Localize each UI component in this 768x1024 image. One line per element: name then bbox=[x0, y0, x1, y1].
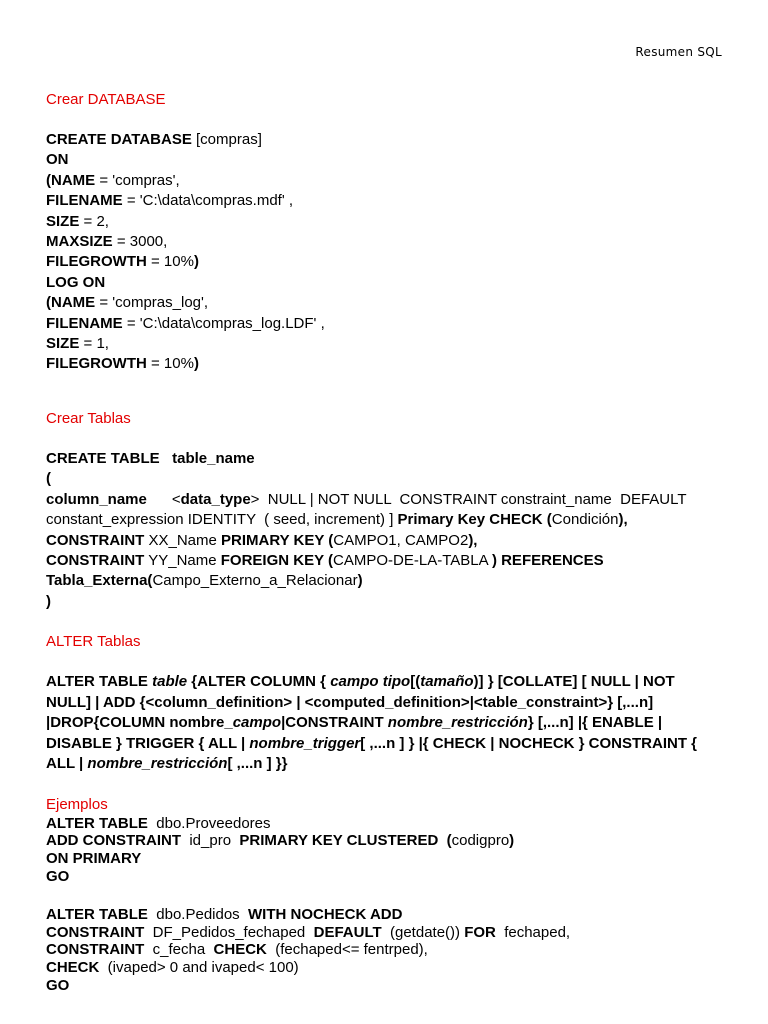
keyword-text: FILEGROWTH bbox=[46, 253, 147, 271]
section-title-crear-database: Crear DATABASE bbox=[46, 91, 166, 108]
keyword-text: ALTER TABLE bbox=[46, 814, 148, 832]
code-line bbox=[46, 924, 722, 942]
keyword-text: Primary Key CHECK ( bbox=[397, 511, 552, 529]
plain-text: CAMPO1, CAMPO2 bbox=[333, 531, 469, 549]
code-line bbox=[46, 334, 722, 354]
keyword-text: {ALTER COLUMN { bbox=[187, 673, 331, 691]
keyword-text: Tabla_Externa( bbox=[46, 572, 153, 590]
keyword-text: table bbox=[152, 673, 188, 691]
plain-text: id_pro bbox=[181, 832, 240, 850]
code-line bbox=[46, 832, 722, 850]
crear-tablas-code bbox=[46, 449, 722, 612]
keyword-text: CHECK bbox=[46, 959, 100, 977]
keyword-text: ) bbox=[46, 592, 51, 610]
plain-text: (ivaped> 0 and ivaped< 100) bbox=[99, 959, 299, 977]
keyword-text: (NAME bbox=[46, 294, 96, 312]
plain-text: = 3000, bbox=[112, 233, 168, 251]
code-line bbox=[46, 490, 722, 510]
code-line bbox=[46, 977, 722, 995]
code-line bbox=[46, 354, 722, 374]
code-line bbox=[46, 693, 722, 714]
section-title-crear-tablas: Crear Tablas bbox=[46, 409, 131, 427]
plain-text: fechaped, bbox=[495, 923, 571, 941]
keyword-text: CHECK bbox=[213, 941, 267, 959]
keyword-text: MAXSIZE bbox=[46, 233, 113, 251]
keyword-text: DISABLE } TRIGGER { ALL | bbox=[46, 734, 250, 752]
ejemplo-pedidos-code bbox=[46, 906, 722, 995]
keyword-text: GO bbox=[46, 977, 70, 994]
keyword-text: ALTER TABLE bbox=[46, 673, 153, 691]
code-line bbox=[46, 293, 722, 313]
plain-text: Campo_Externo_a_Relacionar bbox=[152, 572, 358, 590]
keyword-text: FILEGROWTH bbox=[46, 355, 147, 373]
keyword-text: FILENAME bbox=[46, 192, 123, 210]
plain-text: = 1, bbox=[79, 335, 109, 353]
code-line bbox=[46, 232, 722, 252]
plain-text: DF_Pedidos_fechaped bbox=[144, 923, 314, 941]
code-line bbox=[46, 850, 722, 868]
keyword-text: PRIMARY KEY ( bbox=[221, 531, 334, 549]
code-line bbox=[46, 273, 722, 293]
code-line bbox=[46, 469, 722, 489]
plain-text: codigpro bbox=[451, 832, 510, 850]
keyword-text: LOG ON bbox=[46, 273, 106, 291]
keyword-text: FOREIGN KEY ( bbox=[220, 551, 334, 569]
keyword-text: ) bbox=[193, 355, 199, 373]
keyword-text: tamaño bbox=[420, 673, 474, 691]
keyword-text: CONSTRAINT bbox=[46, 941, 145, 959]
plain-text: = 'compras', bbox=[95, 171, 180, 189]
code-line bbox=[46, 531, 722, 551]
code-line bbox=[46, 906, 722, 924]
keyword-text: DEFAULT bbox=[313, 923, 382, 941]
keyword-text: ON bbox=[46, 151, 69, 169]
keyword-text: [ ,...n ] } |{ CHECK | NOCHECK } CONSTRAINT { bbox=[360, 734, 697, 752]
plain-text: Condición bbox=[551, 511, 619, 529]
code-line bbox=[46, 314, 722, 334]
plain-text: = 'compras_log', bbox=[95, 294, 209, 312]
keyword-text: )] } [COLLATE] [ NULL | NOT bbox=[473, 673, 675, 691]
plain-text: = 'C:\data\compras_log.LDF' , bbox=[122, 314, 325, 332]
keyword-text: ), bbox=[468, 531, 478, 549]
alter-tablas-syntax bbox=[46, 672, 722, 775]
code-line bbox=[46, 171, 722, 191]
plain-text: CAMPO-DE-LA-TABLA bbox=[333, 551, 492, 569]
code-line bbox=[46, 959, 722, 977]
document-body bbox=[46, 90, 722, 995]
keyword-text: CONSTRAINT bbox=[46, 531, 145, 549]
keyword-text: ) bbox=[357, 572, 363, 590]
plain-text: (fechaped<= fentrped), bbox=[266, 941, 428, 959]
plain-text: < bbox=[146, 490, 181, 508]
keyword-text: [ ,...n ] }} bbox=[227, 755, 288, 773]
keyword-text: SIZE bbox=[46, 335, 80, 353]
code-line bbox=[46, 130, 722, 150]
code-line bbox=[46, 150, 722, 170]
keyword-text: PRIMARY KEY CLUSTERED ( bbox=[239, 832, 452, 850]
plain-text: [compras] bbox=[191, 131, 262, 148]
keyword-text: ALL | bbox=[46, 755, 88, 773]
code-line bbox=[46, 815, 722, 833]
plain-text: = 10% bbox=[146, 355, 194, 373]
plain-text: > NULL | NOT NULL CONSTRAINT constraint_name DEFAULT bbox=[250, 490, 687, 508]
keyword-text: GO bbox=[46, 868, 70, 886]
keyword-text: nombre_trigger bbox=[249, 734, 361, 752]
keyword-text: ALTER TABLE bbox=[46, 905, 148, 923]
keyword-text: ) bbox=[193, 253, 199, 271]
keyword-text: FOR bbox=[464, 923, 496, 941]
keyword-text: NULL] | ADD {<column_definition> | <computed_definition>|<table_constraint>} [,...n] bbox=[46, 693, 654, 711]
keyword-text: ) REFERENCES bbox=[491, 551, 604, 569]
keyword-text: ), bbox=[618, 511, 628, 529]
keyword-text: WITH NOCHECK ADD bbox=[248, 905, 403, 923]
keyword-text: ( bbox=[46, 470, 51, 488]
keyword-text: CREATE TABLE table_name bbox=[46, 449, 255, 467]
keyword-text: [( bbox=[410, 673, 421, 691]
keyword-text: campo tipo bbox=[330, 673, 411, 691]
plain-text: constant_expression IDENTITY ( seed, increment) ] bbox=[46, 511, 398, 529]
plain-text: (getdate()) bbox=[381, 923, 465, 941]
section-title-alter-tablas: ALTER Tablas bbox=[46, 633, 141, 651]
keyword-text: CONSTRAINT bbox=[46, 551, 145, 569]
keyword-text: |DROP{COLUMN nombre_ bbox=[46, 714, 233, 732]
plain-text: dbo.Pedidos bbox=[147, 905, 249, 923]
code-line bbox=[46, 571, 722, 591]
plain-text: = 'C:\data\compras.mdf' , bbox=[122, 192, 294, 210]
code-line bbox=[46, 734, 722, 755]
plain-text: = 2, bbox=[79, 212, 109, 230]
plain-text: dbo.Proveedores bbox=[147, 814, 271, 832]
code-line bbox=[46, 191, 722, 211]
keyword-text: CREATE DATABASE bbox=[46, 131, 192, 148]
code-line bbox=[46, 754, 722, 775]
keyword-text: data_type bbox=[180, 490, 251, 508]
keyword-text: ADD CONSTRAINT bbox=[46, 832, 181, 850]
keyword-text: } [,...n] |{ ENABLE | bbox=[527, 714, 663, 732]
keyword-text: SIZE bbox=[46, 212, 80, 230]
section-title-ejemplos: Ejemplos bbox=[46, 795, 108, 813]
code-line bbox=[46, 672, 722, 693]
code-line bbox=[46, 510, 722, 530]
plain-text: XX_Name bbox=[144, 531, 222, 549]
code-line bbox=[46, 551, 722, 571]
keyword-text: |CONSTRAINT bbox=[281, 714, 388, 732]
keyword-text: campo bbox=[232, 714, 282, 732]
keyword-text: column_name bbox=[46, 490, 147, 508]
code-line bbox=[46, 592, 722, 612]
keyword-text: ) bbox=[509, 832, 515, 850]
plain-text: = 10% bbox=[146, 253, 194, 271]
plain-text: c_fecha bbox=[144, 941, 214, 959]
keyword-text: ON PRIMARY bbox=[46, 850, 142, 868]
code-line bbox=[46, 252, 722, 272]
keyword-text: nombre_restricción bbox=[387, 714, 528, 732]
document-header-title: Resumen SQL bbox=[635, 45, 722, 59]
code-line bbox=[46, 868, 722, 886]
keyword-text: FILENAME bbox=[46, 314, 123, 332]
crear-database-code bbox=[46, 130, 722, 375]
code-line bbox=[46, 449, 722, 469]
keyword-text: CONSTRAINT bbox=[46, 923, 145, 941]
keyword-text: (NAME bbox=[46, 171, 96, 189]
keyword-text: nombre_restricción bbox=[87, 755, 228, 773]
code-line bbox=[46, 212, 722, 232]
code-line bbox=[46, 941, 722, 959]
plain-text: YY_Name bbox=[144, 551, 221, 569]
code-line bbox=[46, 713, 722, 734]
ejemplo-proveedores-code bbox=[46, 815, 722, 886]
